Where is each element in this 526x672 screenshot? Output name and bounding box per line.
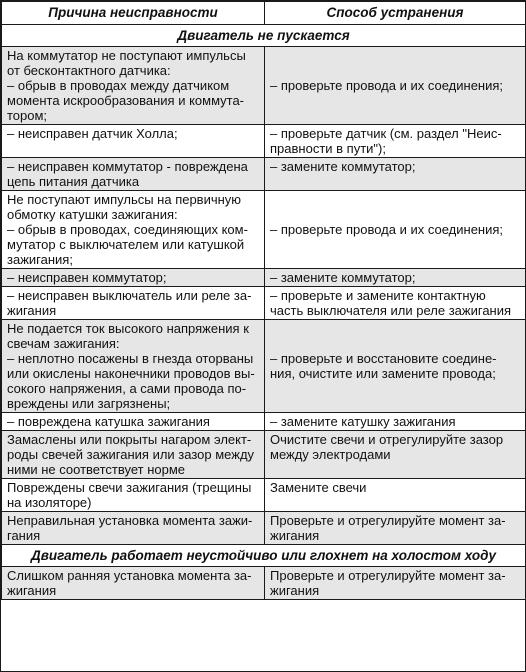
table-row — [2, 413, 526, 431]
cause-text-line: жигания — [7, 583, 57, 598]
cause-cell — [2, 125, 265, 158]
remedy-text-line: Проверьте и отрегулируйте момент за- — [270, 513, 506, 528]
cause-text-line: – повреждена катушка зажигания — [7, 414, 210, 429]
column-header-remedy: Способ устранения — [265, 2, 526, 25]
remedy-cell — [265, 413, 526, 431]
cause-cell — [2, 512, 265, 545]
section-title: Двигатель не пускается — [2, 25, 526, 47]
remedy-text-line: – замените коммутатор; — [270, 159, 416, 174]
cause-text-line: Слишком ранняя установка момента за- — [7, 568, 252, 583]
remedy-text-line: между электродами — [270, 447, 391, 462]
cause-cell — [2, 158, 265, 191]
table-row — [2, 431, 526, 479]
cause-cell — [2, 287, 265, 320]
cause-cell — [2, 567, 265, 600]
remedy-text-line: – проверьте и восстановите соедине- — [270, 351, 497, 366]
cause-text-line: мутатор с выключателем или катушкой — [7, 237, 245, 252]
cause-text-line: – неисправен коммутатор; — [7, 270, 167, 285]
remedy-cell — [265, 269, 526, 287]
section-title: Двигатель работает неустойчиво или глохнет на холостом ходу — [2, 545, 526, 567]
cause-text-line: вреждены или загрязнены; — [7, 396, 171, 411]
remedy-cell — [265, 512, 526, 545]
cause-text-line: роды свечей зажигания или зазор между — [7, 447, 255, 462]
remedy-text-line: часть выключателя или реле зажигания — [270, 303, 512, 318]
cause-text-line: от бесконтактного датчика: — [7, 63, 171, 78]
table-row — [2, 479, 526, 512]
cause-text-line: или окислены наконечники проводов вы- — [7, 366, 255, 381]
remedy-cell — [265, 191, 526, 269]
remedy-text-line: жигания — [270, 583, 320, 598]
cause-text-line: тором; — [7, 108, 48, 123]
cause-cell — [2, 320, 265, 413]
remedy-cell — [265, 287, 526, 320]
cause-text-line: – неисправен датчик Холла; — [7, 126, 178, 141]
remedy-text-line: – проверьте датчик (см. раздел "Неис- — [270, 126, 502, 141]
cause-cell — [2, 413, 265, 431]
table-row — [2, 158, 526, 191]
cause-text-line: зажигания; — [7, 252, 73, 267]
table-row — [2, 125, 526, 158]
cause-text-line: Замаслены или покрыты нагаром элект- — [7, 432, 252, 447]
cause-text-line: свечам зажигания: — [7, 336, 120, 351]
remedy-cell — [265, 567, 526, 600]
cause-cell — [2, 431, 265, 479]
table-row — [2, 47, 526, 125]
table-row — [2, 512, 526, 545]
remedy-cell — [265, 125, 526, 158]
cause-text-line: ними не соответствует норме — [7, 462, 186, 477]
remedy-text-line: – замените коммутатор; — [270, 270, 416, 285]
cause-text-line: Повреждены свечи зажигания (трещины — [7, 480, 252, 495]
table-row — [2, 269, 526, 287]
column-header-cause: Причина неисправности — [2, 2, 265, 25]
cause-text-line: цепь питания датчика — [7, 174, 140, 189]
remedy-text-line: Проверьте и отрегулируйте момент за- — [270, 568, 506, 583]
cause-text-line: – обрыв в проводах между датчиком — [7, 78, 230, 93]
remedy-text-line: – проверьте провода и их соединения; — [270, 222, 504, 237]
section-header-row — [2, 25, 526, 47]
cause-text-line: Не поступают импульсы на первичную — [7, 192, 242, 207]
remedy-cell — [265, 320, 526, 413]
remedy-text-line: правности в пути"); — [270, 141, 386, 156]
remedy-text-line: жигания — [270, 528, 320, 543]
table-row — [2, 191, 526, 269]
troubleshooting-table — [1, 1, 526, 600]
cause-cell — [2, 191, 265, 269]
remedy-text-line: – проверьте провода и их соединения; — [270, 78, 504, 93]
cause-cell — [2, 269, 265, 287]
section-header-row — [2, 545, 526, 567]
cause-text-line: Неправильная установка момента зажи- — [7, 513, 253, 528]
remedy-text-line: ния, очистите или замените провода; — [270, 366, 496, 381]
cause-text-line: На коммутатор не поступают импульсы — [7, 48, 246, 63]
remedy-cell — [265, 47, 526, 125]
cause-text-line: – неисправен коммутатор - повреждена — [7, 159, 248, 174]
remedy-text-line: Очистите свечи и отрегулируйте зазор — [270, 432, 504, 447]
remedy-text-line: – замените катушку зажигания — [270, 414, 456, 429]
table-row — [2, 320, 526, 413]
cause-text-line: гания — [7, 528, 41, 543]
remedy-cell — [265, 158, 526, 191]
cause-cell — [2, 479, 265, 512]
cause-text-line: сокого напряжения, а сами провода по- — [7, 381, 247, 396]
cause-text-line: момента искрообразования и коммута- — [7, 93, 245, 108]
cause-text-line: – обрыв в проводах, соединяющих ком- — [7, 222, 248, 237]
cause-text-line: обмотку катушки зажигания: — [7, 207, 178, 222]
table-row — [2, 287, 526, 320]
cause-text-line: на изоляторе) — [7, 495, 92, 510]
table-body — [2, 25, 526, 600]
table-row — [2, 567, 526, 600]
cause-text-line: – неисправен выключатель или реле за- — [7, 288, 252, 303]
cause-cell — [2, 47, 265, 125]
remedy-cell — [265, 431, 526, 479]
remedy-cell — [265, 479, 526, 512]
remedy-text-line: – проверьте и замените контактную — [270, 288, 486, 303]
cause-text-line: – неплотно посажены в гнезда оторваны — [7, 351, 254, 366]
remedy-text-line: Замените свечи — [270, 480, 367, 495]
cause-text-line: жигания — [7, 303, 57, 318]
cause-text-line: Не подается ток высокого напряжения к — [7, 321, 249, 336]
